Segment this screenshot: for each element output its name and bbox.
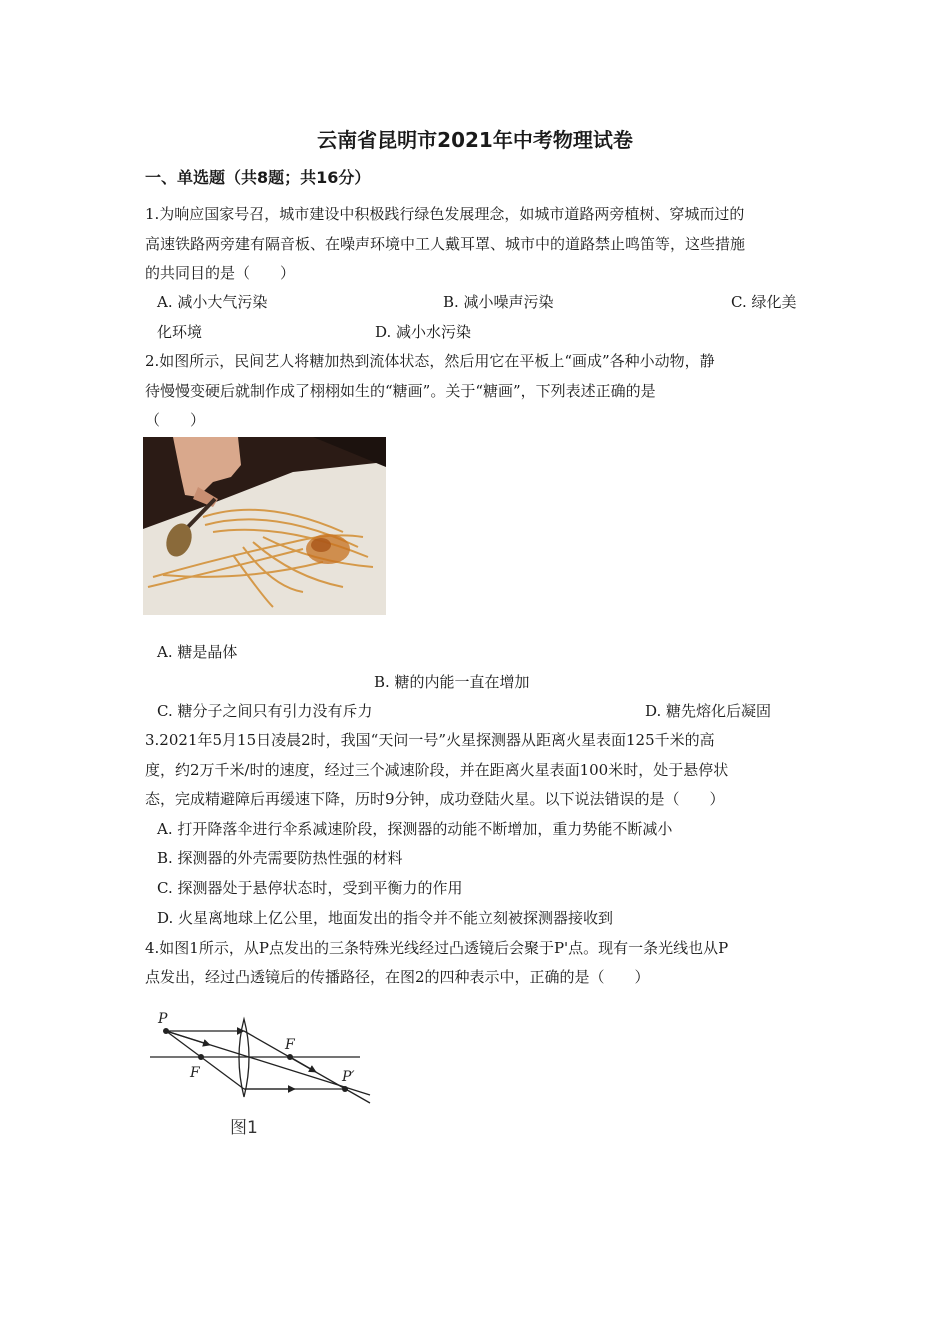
q1-option-a[interactable]: A. 减小大气污染 [157, 293, 268, 311]
q2-option-d[interactable]: D. 糖先熔化后凝固 [645, 702, 772, 720]
q3-option-d[interactable]: D. 火星离地球上亿公里，地面发出的指令并不能立刻被探测器接收到 [157, 909, 614, 927]
sugar-painting-photo [143, 437, 386, 615]
q2-option-b[interactable]: B. 糖的内能一直在增加 [374, 673, 530, 691]
label-p: P [158, 1011, 168, 1027]
focus-right [287, 1054, 293, 1060]
q1-option-c-continued: 化环境 [157, 323, 203, 341]
section-heading: 一、单选题（共8题；共16分） [145, 168, 371, 187]
q4-line-2: 点发出，经过凸透镜后的传播路径，在图2的四种表示中，正确的是（ ） [145, 968, 650, 986]
q2-line-1: 2.如图所示，民间艺人将糖加热到流体状态，然后用它在平板上“画成”各种小动物，静 [145, 352, 715, 370]
q4-line-1: 4.如图1所示，从P点发出的三条特殊光线经过凸透镜后会聚于P'点。现有一条光线也从P [145, 939, 729, 957]
label-p-prime: P′ [342, 1069, 355, 1085]
q1-option-b[interactable]: B. 减小噪声污染 [443, 293, 554, 311]
focus-left [198, 1054, 204, 1060]
q3-option-c[interactable]: C. 探测器处于悬停状态时，受到平衡力的作用 [157, 879, 463, 897]
point-p-prime [342, 1086, 348, 1092]
label-f-bottom: F [190, 1065, 200, 1081]
q1-option-d[interactable]: D. 减小水污染 [375, 323, 472, 341]
point-p [163, 1028, 169, 1034]
q2-line-2: 待慢慢变硬后就制作成了栩栩如生的“糖画”。关于“糖画”，下列表述正确的是 [145, 382, 656, 400]
q3-option-a[interactable]: A. 打开降落伞进行伞系减速阶段，探测器的动能不断增加，重力势能不断减小 [157, 820, 673, 838]
lens-ray-diagram [140, 1005, 380, 1145]
page-title: 云南省昆明市2021年中考物理试卷 [317, 128, 633, 152]
q1-option-c[interactable]: C. 绿化美 [731, 293, 797, 311]
q2-option-c[interactable]: C. 糖分子之间只有引力没有斥力 [157, 702, 373, 720]
q3-line-1: 3.2021年5月15日凌晨2时，我国“天问一号”火星探测器从距离火星表面125千米的高 [145, 731, 715, 749]
q1-line-2: 高速铁路两旁建有隔音板、在噪声环境中工人戴耳罩、城市中的道路禁止鸣笛等，这些措施 [145, 235, 746, 253]
q3-line-3: 态，完成精避障后再缓速下降，历时9分钟，成功登陆火星。以下说法错误的是（ ） [145, 790, 725, 808]
figure-caption: 图1 [230, 1118, 258, 1138]
label-f-top: F [285, 1037, 295, 1053]
q3-option-b[interactable]: B. 探测器的外壳需要防热性强的材料 [157, 849, 403, 867]
q2-line-3: （ ） [145, 411, 206, 429]
q2-option-a[interactable]: A. 糖是晶体 [157, 643, 238, 661]
q1-line-1: 1.为响应国家号召，城市建设中积极践行绿色发展理念，如城市道路两旁植树、穿城而过的 [145, 205, 745, 223]
q1-line-3: 的共同目的是（ ） [145, 264, 296, 282]
q3-line-2: 度，约2万千米/时的速度，经过三个减速阶段，并在距离火星表面100米时，处于悬停状 [145, 761, 729, 779]
